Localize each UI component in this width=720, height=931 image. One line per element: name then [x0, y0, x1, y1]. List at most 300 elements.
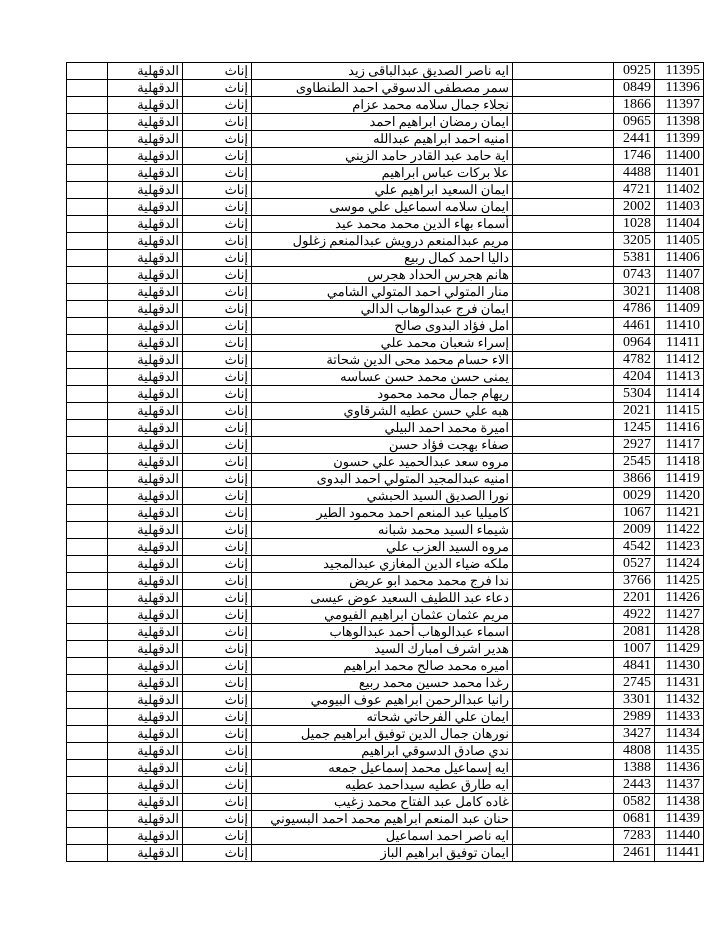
table-row: [67, 726, 704, 743]
empty-cell: [513, 182, 614, 199]
blank-cell: [67, 318, 108, 335]
name-cell: ايمان علي الفرحاتي شحاته: [252, 709, 513, 726]
governorate-cell: الدقهلية: [108, 573, 183, 590]
blank-cell: [67, 267, 108, 284]
code-cell: 4461: [614, 318, 655, 335]
governorate-cell: الدقهلية: [108, 199, 183, 216]
code-cell: 2443: [614, 777, 655, 794]
empty-cell: [513, 505, 614, 522]
table-row: [67, 233, 704, 250]
gender-cell: إناث: [183, 828, 252, 845]
governorate-cell: الدقهلية: [108, 369, 183, 386]
empty-cell: [513, 692, 614, 709]
serial-cell: 11420: [655, 488, 704, 505]
empty-cell: [513, 760, 614, 777]
code-cell: 2081: [614, 624, 655, 641]
gender-cell: إناث: [183, 199, 252, 216]
governorate-cell: الدقهلية: [108, 760, 183, 777]
empty-cell: [513, 658, 614, 675]
name-cell: إسراء شعبان محمد علي: [252, 335, 513, 352]
serial-cell: 11431: [655, 675, 704, 692]
empty-cell: [513, 267, 614, 284]
name-cell: مروه سعد عبدالحميد علي حسون: [252, 454, 513, 471]
governorate-cell: الدقهلية: [108, 828, 183, 845]
code-cell: 3021: [614, 284, 655, 301]
serial-cell: 11430: [655, 658, 704, 675]
serial-cell: 11399: [655, 131, 704, 148]
table-row: [67, 199, 704, 216]
code-cell: 7283: [614, 828, 655, 845]
table-row: [67, 811, 704, 828]
name-cell: ايه طارق عطيه سيداحمد عطيه: [252, 777, 513, 794]
governorate-cell: الدقهلية: [108, 539, 183, 556]
table-row: [67, 335, 704, 352]
blank-cell: [67, 777, 108, 794]
code-cell: 5381: [614, 250, 655, 267]
blank-cell: [67, 437, 108, 454]
gender-cell: إناث: [183, 114, 252, 131]
blank-cell: [67, 284, 108, 301]
code-cell: 2009: [614, 522, 655, 539]
serial-cell: 11395: [655, 63, 704, 80]
blank-cell: [67, 539, 108, 556]
name-cell: ايه ناصر الصديق عبدالباقى زيد: [252, 63, 513, 80]
gender-cell: إناث: [183, 97, 252, 114]
name-cell: مريم عبدالمنعم درويش عبدالمنعم زغلول: [252, 233, 513, 250]
blank-cell: [67, 454, 108, 471]
blank-cell: [67, 165, 108, 182]
table-row: [67, 641, 704, 658]
blank-cell: [67, 420, 108, 437]
name-cell: ايمان سلامه اسماعيل علي موسى: [252, 199, 513, 216]
serial-cell: 11412: [655, 352, 704, 369]
name-cell: حنان عبد المنعم ابراهيم محمد احمد البسيوني: [252, 811, 513, 828]
gender-cell: إناث: [183, 63, 252, 80]
empty-cell: [513, 318, 614, 335]
blank-cell: [67, 335, 108, 352]
governorate-cell: الدقهلية: [108, 505, 183, 522]
table-row: [67, 182, 704, 199]
governorate-cell: الدقهلية: [108, 250, 183, 267]
gender-cell: إناث: [183, 658, 252, 675]
empty-cell: [513, 233, 614, 250]
name-cell: ايه إسماعيل محمد إسماعيل جمعه: [252, 760, 513, 777]
empty-cell: [513, 199, 614, 216]
governorate-cell: الدقهلية: [108, 709, 183, 726]
governorate-cell: الدقهلية: [108, 165, 183, 182]
empty-cell: [513, 131, 614, 148]
code-cell: 3205: [614, 233, 655, 250]
governorate-cell: الدقهلية: [108, 845, 183, 862]
table-row: [67, 539, 704, 556]
serial-cell: 11418: [655, 454, 704, 471]
table-row: [67, 63, 704, 80]
student-table: [66, 62, 704, 862]
name-cell: نورا الصديق السيد الحبشي: [252, 488, 513, 505]
table-row: [67, 420, 704, 437]
empty-cell: [513, 454, 614, 471]
code-cell: 2201: [614, 590, 655, 607]
gender-cell: إناث: [183, 80, 252, 97]
governorate-cell: الدقهلية: [108, 522, 183, 539]
empty-cell: [513, 301, 614, 318]
table-row: [67, 114, 704, 131]
serial-cell: 11432: [655, 692, 704, 709]
code-cell: 4922: [614, 607, 655, 624]
governorate-cell: الدقهلية: [108, 216, 183, 233]
serial-cell: 11416: [655, 420, 704, 437]
serial-cell: 11406: [655, 250, 704, 267]
blank-cell: [67, 471, 108, 488]
gender-cell: إناث: [183, 165, 252, 182]
gender-cell: إناث: [183, 488, 252, 505]
gender-cell: إناث: [183, 539, 252, 556]
gender-cell: إناث: [183, 743, 252, 760]
gender-cell: إناث: [183, 335, 252, 352]
code-cell: 1388: [614, 760, 655, 777]
name-cell: اية حامد عبد القادر حامد الزيني: [252, 148, 513, 165]
governorate-cell: الدقهلية: [108, 488, 183, 505]
gender-cell: إناث: [183, 250, 252, 267]
serial-cell: 11436: [655, 760, 704, 777]
blank-cell: [67, 845, 108, 862]
blank-cell: [67, 641, 108, 658]
blank-cell: [67, 403, 108, 420]
governorate-cell: الدقهلية: [108, 63, 183, 80]
code-cell: 1028: [614, 216, 655, 233]
empty-cell: [513, 590, 614, 607]
gender-cell: إناث: [183, 454, 252, 471]
gender-cell: إناث: [183, 301, 252, 318]
name-cell: اميرة محمد احمد البيلي: [252, 420, 513, 437]
code-cell: 4721: [614, 182, 655, 199]
table-row: [67, 590, 704, 607]
gender-cell: إناث: [183, 590, 252, 607]
governorate-cell: الدقهلية: [108, 624, 183, 641]
code-cell: 0965: [614, 114, 655, 131]
code-cell: 2002: [614, 199, 655, 216]
serial-cell: 11425: [655, 573, 704, 590]
serial-cell: 11426: [655, 590, 704, 607]
serial-cell: 11405: [655, 233, 704, 250]
table-body: [67, 63, 704, 862]
governorate-cell: الدقهلية: [108, 352, 183, 369]
table-row: [67, 505, 704, 522]
governorate-cell: الدقهلية: [108, 284, 183, 301]
code-cell: 3427: [614, 726, 655, 743]
blank-cell: [67, 352, 108, 369]
name-cell: دعاء عبد اللطيف السعيد عوض عيسى: [252, 590, 513, 607]
empty-cell: [513, 709, 614, 726]
serial-cell: 11439: [655, 811, 704, 828]
empty-cell: [513, 624, 614, 641]
code-cell: 4786: [614, 301, 655, 318]
empty-cell: [513, 828, 614, 845]
serial-cell: 11421: [655, 505, 704, 522]
table-row: [67, 454, 704, 471]
gender-cell: إناث: [183, 811, 252, 828]
gender-cell: إناث: [183, 760, 252, 777]
blank-cell: [67, 488, 108, 505]
name-cell: داليا احمد كمال ربيع: [252, 250, 513, 267]
governorate-cell: الدقهلية: [108, 590, 183, 607]
empty-cell: [513, 403, 614, 420]
gender-cell: إناث: [183, 794, 252, 811]
blank-cell: [67, 250, 108, 267]
gender-cell: إناث: [183, 522, 252, 539]
gender-cell: إناث: [183, 420, 252, 437]
gender-cell: إناث: [183, 403, 252, 420]
gender-cell: إناث: [183, 607, 252, 624]
serial-cell: 11433: [655, 709, 704, 726]
empty-cell: [513, 845, 614, 862]
governorate-cell: الدقهلية: [108, 114, 183, 131]
table-row: [67, 386, 704, 403]
name-cell: ايه ناصر احمد اسماعيل: [252, 828, 513, 845]
table-row: [67, 267, 704, 284]
empty-cell: [513, 777, 614, 794]
code-cell: 2989: [614, 709, 655, 726]
blank-cell: [67, 182, 108, 199]
empty-cell: [513, 743, 614, 760]
serial-cell: 11417: [655, 437, 704, 454]
table-row: [67, 760, 704, 777]
code-cell: 0964: [614, 335, 655, 352]
table-row: [67, 624, 704, 641]
name-cell: علا بركات عباس ابراهيم: [252, 165, 513, 182]
table-row: [67, 301, 704, 318]
blank-cell: [67, 760, 108, 777]
code-cell: 4841: [614, 658, 655, 675]
code-cell: 2927: [614, 437, 655, 454]
name-cell: الاء حسام محمد محى الدين شحاتة: [252, 352, 513, 369]
empty-cell: [513, 284, 614, 301]
governorate-cell: الدقهلية: [108, 148, 183, 165]
empty-cell: [513, 369, 614, 386]
governorate-cell: الدقهلية: [108, 726, 183, 743]
blank-cell: [67, 386, 108, 403]
gender-cell: إناث: [183, 386, 252, 403]
blank-cell: [67, 624, 108, 641]
serial-cell: 11437: [655, 777, 704, 794]
serial-cell: 11404: [655, 216, 704, 233]
name-cell: سمر مصطفى الدسوقي احمد الطنطاوى: [252, 80, 513, 97]
serial-cell: 11397: [655, 97, 704, 114]
name-cell: رغدا محمد حسين محمد ربيع: [252, 675, 513, 692]
empty-cell: [513, 811, 614, 828]
empty-cell: [513, 63, 614, 80]
governorate-cell: الدقهلية: [108, 692, 183, 709]
name-cell: امل فؤاد البدوى صالح: [252, 318, 513, 335]
blank-cell: [67, 63, 108, 80]
code-cell: 2745: [614, 675, 655, 692]
code-cell: 0582: [614, 794, 655, 811]
blank-cell: [67, 590, 108, 607]
gender-cell: إناث: [183, 318, 252, 335]
serial-cell: 11409: [655, 301, 704, 318]
blank-cell: [67, 199, 108, 216]
table-row: [67, 250, 704, 267]
code-cell: 4808: [614, 743, 655, 760]
gender-cell: إناث: [183, 556, 252, 573]
name-cell: ريهام جمال محمد محمود: [252, 386, 513, 403]
empty-cell: [513, 352, 614, 369]
gender-cell: إناث: [183, 726, 252, 743]
name-cell: ملكه ضياء الدين المغازي عبدالمجيد: [252, 556, 513, 573]
name-cell: ندي صادق الدسوقي ابراهيم: [252, 743, 513, 760]
gender-cell: إناث: [183, 641, 252, 658]
gender-cell: إناث: [183, 845, 252, 862]
serial-cell: 11400: [655, 148, 704, 165]
serial-cell: 11410: [655, 318, 704, 335]
serial-cell: 11429: [655, 641, 704, 658]
name-cell: منار المتولي احمد المتولي الشامي: [252, 284, 513, 301]
name-cell: يمنى حسن محمد حسن عساسه: [252, 369, 513, 386]
governorate-cell: الدقهلية: [108, 658, 183, 675]
name-cell: مريم عثمان عثمان ابراهيم الفيومي: [252, 607, 513, 624]
serial-cell: 11440: [655, 828, 704, 845]
table-row: [67, 777, 704, 794]
table-row: [67, 556, 704, 573]
gender-cell: إناث: [183, 369, 252, 386]
governorate-cell: الدقهلية: [108, 641, 183, 658]
gender-cell: إناث: [183, 505, 252, 522]
empty-cell: [513, 726, 614, 743]
name-cell: ايمان فرج عبدالوهاب الدالي: [252, 301, 513, 318]
gender-cell: إناث: [183, 675, 252, 692]
blank-cell: [67, 828, 108, 845]
gender-cell: إناث: [183, 267, 252, 284]
governorate-cell: الدقهلية: [108, 80, 183, 97]
empty-cell: [513, 641, 614, 658]
empty-cell: [513, 488, 614, 505]
serial-cell: 11398: [655, 114, 704, 131]
governorate-cell: الدقهلية: [108, 743, 183, 760]
governorate-cell: الدقهلية: [108, 811, 183, 828]
governorate-cell: الدقهلية: [108, 318, 183, 335]
code-cell: 0849: [614, 80, 655, 97]
empty-cell: [513, 573, 614, 590]
gender-cell: إناث: [183, 573, 252, 590]
gender-cell: إناث: [183, 131, 252, 148]
table-row: [67, 794, 704, 811]
serial-cell: 11427: [655, 607, 704, 624]
blank-cell: [67, 505, 108, 522]
table-row: [67, 352, 704, 369]
serial-cell: 11408: [655, 284, 704, 301]
table-row: [67, 369, 704, 386]
serial-cell: 11428: [655, 624, 704, 641]
table-row: [67, 488, 704, 505]
governorate-cell: الدقهلية: [108, 386, 183, 403]
name-cell: كاميليا عبد المنعم احمد محمود الطير: [252, 505, 513, 522]
table-row: [67, 403, 704, 420]
code-cell: 4204: [614, 369, 655, 386]
blank-cell: [67, 709, 108, 726]
table-row: [67, 658, 704, 675]
name-cell: هدير اشرف امبارك السيد: [252, 641, 513, 658]
governorate-cell: الدقهلية: [108, 131, 183, 148]
blank-cell: [67, 522, 108, 539]
code-cell: 3766: [614, 573, 655, 590]
governorate-cell: الدقهلية: [108, 233, 183, 250]
code-cell: 0925: [614, 63, 655, 80]
gender-cell: إناث: [183, 437, 252, 454]
table-row: [67, 318, 704, 335]
code-cell: 2545: [614, 454, 655, 471]
serial-cell: 11402: [655, 182, 704, 199]
governorate-cell: الدقهلية: [108, 437, 183, 454]
governorate-cell: الدقهلية: [108, 403, 183, 420]
governorate-cell: الدقهلية: [108, 794, 183, 811]
empty-cell: [513, 80, 614, 97]
serial-cell: 11415: [655, 403, 704, 420]
empty-cell: [513, 471, 614, 488]
table-row: [67, 148, 704, 165]
governorate-cell: الدقهلية: [108, 777, 183, 794]
gender-cell: إناث: [183, 624, 252, 641]
code-cell: 1245: [614, 420, 655, 437]
blank-cell: [67, 726, 108, 743]
governorate-cell: الدقهلية: [108, 420, 183, 437]
gender-cell: إناث: [183, 182, 252, 199]
blank-cell: [67, 216, 108, 233]
serial-cell: 11407: [655, 267, 704, 284]
code-cell: 1067: [614, 505, 655, 522]
code-cell: 4488: [614, 165, 655, 182]
serial-cell: 11434: [655, 726, 704, 743]
blank-cell: [67, 80, 108, 97]
table-row: [67, 471, 704, 488]
code-cell: 2461: [614, 845, 655, 862]
blank-cell: [67, 131, 108, 148]
code-cell: 3866: [614, 471, 655, 488]
blank-cell: [67, 114, 108, 131]
code-cell: 4782: [614, 352, 655, 369]
name-cell: اسماء عبدالوهاب أحمد عبدالوهاب: [252, 624, 513, 641]
code-cell: 2441: [614, 131, 655, 148]
name-cell: هانم هجرس الحداد هجرس: [252, 267, 513, 284]
serial-cell: 11401: [655, 165, 704, 182]
name-cell: نجلاء جمال سلامه محمد عزام: [252, 97, 513, 114]
code-cell: 4542: [614, 539, 655, 556]
table-row: [67, 709, 704, 726]
empty-cell: [513, 607, 614, 624]
blank-cell: [67, 369, 108, 386]
blank-cell: [67, 573, 108, 590]
serial-cell: 11422: [655, 522, 704, 539]
gender-cell: إناث: [183, 352, 252, 369]
table-row: [67, 437, 704, 454]
code-cell: 0681: [614, 811, 655, 828]
governorate-cell: الدقهلية: [108, 556, 183, 573]
governorate-cell: الدقهلية: [108, 607, 183, 624]
serial-cell: 11423: [655, 539, 704, 556]
serial-cell: 11413: [655, 369, 704, 386]
table-row: [67, 845, 704, 862]
name-cell: ايمان توفيق ابراهيم الباز: [252, 845, 513, 862]
blank-cell: [67, 743, 108, 760]
blank-cell: [67, 148, 108, 165]
name-cell: صفاء بهجت فؤاد حسن: [252, 437, 513, 454]
name-cell: رانيا عبدالرحمن ابراهيم عوف البيومي: [252, 692, 513, 709]
table-row: [67, 522, 704, 539]
serial-cell: 11419: [655, 471, 704, 488]
table-row: [67, 692, 704, 709]
empty-cell: [513, 420, 614, 437]
code-cell: 0527: [614, 556, 655, 573]
name-cell: ندا فرج محمد محمد ابو عريض: [252, 573, 513, 590]
